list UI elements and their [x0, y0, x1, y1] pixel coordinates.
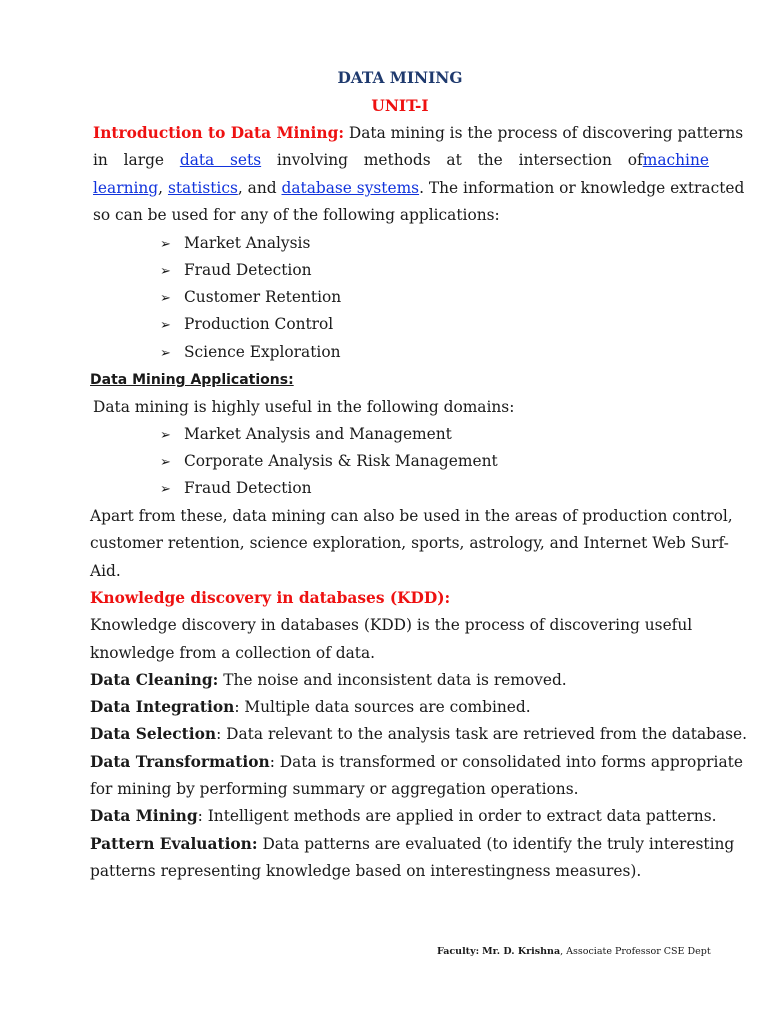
arrow-bullet-icon: ➢ — [160, 346, 171, 361]
step-text: : Data relevant to the analysis task are retrieved from the database. — [216, 725, 748, 743]
database-systems-link[interactable]: database systems — [281, 179, 420, 197]
intro-text-2: in large — [93, 151, 165, 169]
arrow-bullet-icon: ➢ — [160, 318, 171, 333]
footer-role: , Associate Professor CSE Dept — [560, 946, 711, 957]
footer-label: Faculty: — [437, 946, 480, 957]
kdd-step-mining — [90, 806, 717, 826]
kdd-step-selection — [90, 724, 747, 744]
arrow-bullet-icon: ➢ — [160, 455, 171, 470]
list-item-text: Customer Retention — [184, 288, 342, 306]
step-text: : Intelligent methods are applied in order to extract data patterns. — [197, 807, 717, 825]
kdd-step-transformation-cont: for mining by performing summary or aggregation operations. — [90, 780, 579, 798]
applications-para-line-3: Aid. — [90, 562, 121, 580]
intro-text-1: Data mining is the process of discovering patterns — [344, 124, 744, 142]
kdd-step-evaluation-cont: patterns representing knowledge based on interestingness measures). — [90, 862, 642, 880]
list-item — [160, 478, 312, 500]
arrow-bullet-icon: ➢ — [160, 291, 171, 306]
step-text: Data patterns are evaluated (to identify the truly interesting — [257, 835, 735, 853]
kdd-step-transformation — [90, 752, 743, 772]
list-item-text: Fraud Detection — [184, 479, 312, 497]
applications-para-line-2: customer retention, science exploration, sports, astrology, and Internet Web Surf- — [90, 534, 729, 552]
list-item-text: Science Exploration — [184, 343, 341, 361]
arrow-bullet-icon: ➢ — [160, 428, 171, 443]
footer-name: Mr. D. Krishna — [482, 946, 561, 957]
intro-heading: Introduction to Data Mining: — [93, 124, 345, 142]
list-item-text: Corporate Analysis & Risk Management — [184, 452, 498, 470]
arrow-bullet-icon: ➢ — [160, 237, 171, 252]
intro-line-1 — [93, 123, 743, 143]
list-item-text: Market Analysis — [184, 234, 311, 252]
unit-label: UNIT-I — [371, 97, 429, 115]
intro-text-6: . The information or knowledge extracted — [419, 179, 745, 197]
list-item — [160, 233, 310, 255]
list-item-text: Fraud Detection — [184, 261, 312, 279]
list-item — [160, 314, 333, 336]
kdd-heading: Knowledge discovery in databases (KDD): — [90, 589, 451, 607]
step-text: The noise and inconsistent data is removed. — [218, 671, 567, 689]
list-item-text: Production Control — [184, 315, 334, 333]
intro-text-3: involving methods at the intersection of — [276, 151, 643, 169]
machine-learning-link-part1[interactable]: machine — [642, 151, 709, 169]
kdd-para-line-1: Knowledge discovery in databases (KDD) is the process of discovering useful — [90, 616, 693, 634]
kdd-step-integration — [90, 697, 531, 717]
page-footer — [437, 946, 711, 957]
list-item-text: Market Analysis and Management — [184, 425, 452, 443]
kdd-para-line-2: knowledge from a collection of data. — [90, 644, 376, 662]
step-term: Data Transformation — [90, 753, 270, 771]
step-term: Data Mining — [90, 807, 198, 825]
intro-text-4: , — [158, 179, 168, 197]
applications-lead: Data mining is highly useful in the following domains: — [93, 398, 515, 416]
intro-text-5: , and — [237, 179, 282, 197]
step-text: : Multiple data sources are combined. — [234, 698, 531, 716]
machine-learning-link-part2[interactable]: learning — [93, 179, 159, 197]
document-title: DATA MINING — [337, 69, 463, 87]
list-item — [160, 342, 341, 364]
kdd-step-evaluation — [90, 834, 734, 854]
arrow-bullet-icon: ➢ — [160, 264, 171, 279]
step-term: Data Integration — [90, 698, 235, 716]
list-item — [160, 260, 312, 282]
intro-line-4: so can be used for any of the following applications: — [93, 206, 500, 224]
arrow-bullet-icon: ➢ — [160, 482, 171, 497]
intro-line-2 — [93, 150, 709, 170]
list-item — [160, 424, 452, 446]
intro-line-3 — [93, 178, 744, 198]
kdd-step-cleaning — [90, 670, 567, 690]
list-item — [160, 287, 341, 309]
step-term: Pattern Evaluation: — [90, 835, 258, 853]
step-term: Data Cleaning: — [90, 671, 219, 689]
applications-heading: Data Mining Applications: — [90, 372, 294, 388]
step-term: Data Selection — [90, 725, 217, 743]
step-text: : Data is transformed or consolidated into forms appropriate — [269, 753, 743, 771]
list-item — [160, 451, 498, 473]
data-sets-link[interactable]: data sets — [179, 151, 262, 169]
applications-para-line-1: Apart from these, data mining can also be used in the areas of production control, — [90, 507, 733, 525]
statistics-link[interactable]: statistics — [167, 179, 238, 197]
